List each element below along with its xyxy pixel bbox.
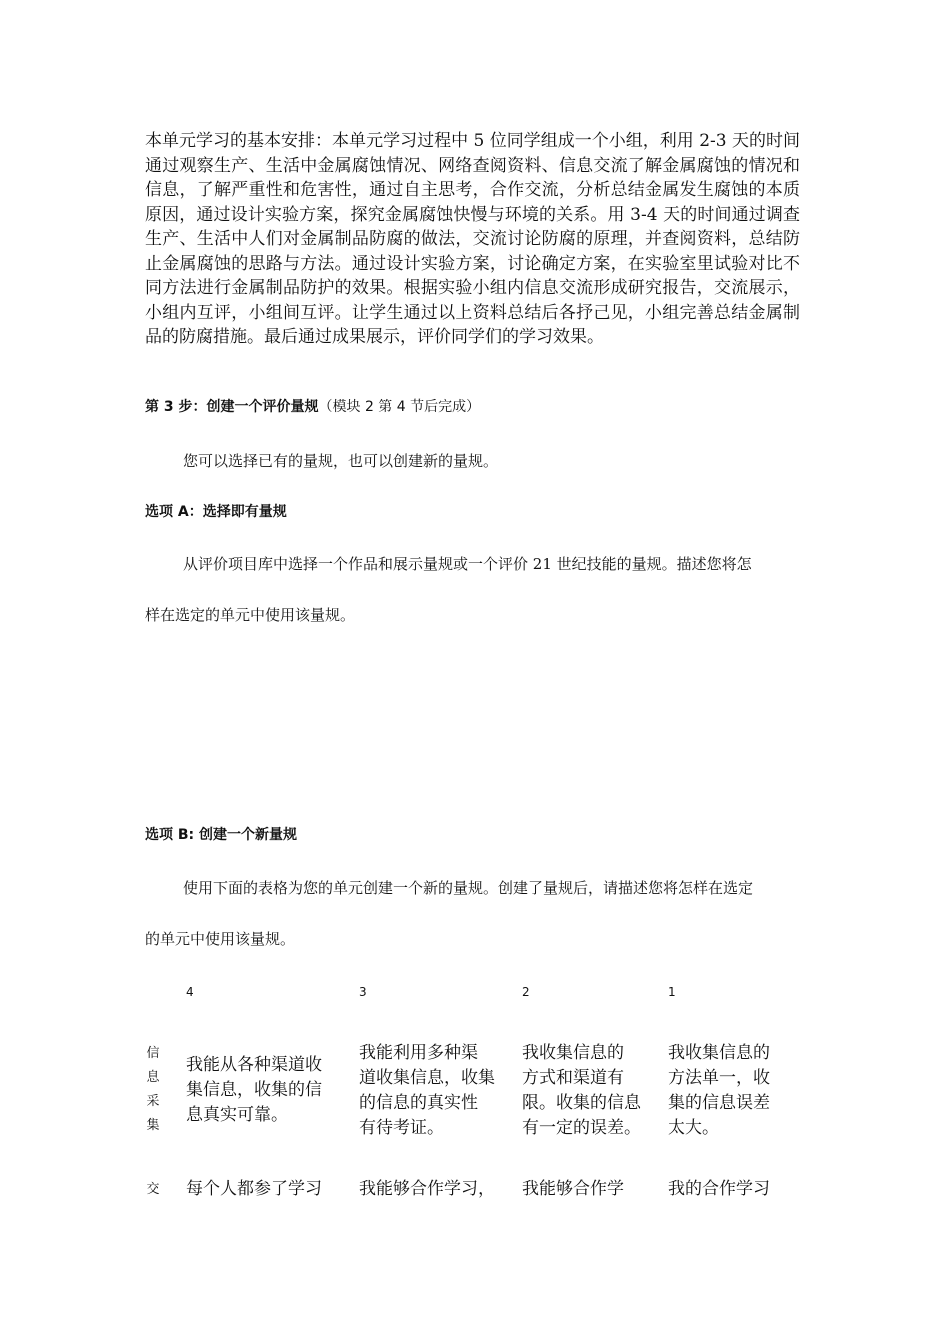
option-a-heading: 选项 A：选择即有量规: [145, 504, 287, 520]
score-header-4: 4: [186, 985, 194, 999]
rubric-cell-info-1: 我收集信息的 方法单一，收 集的信息误差 太大。: [668, 1043, 770, 1138]
score-header-2: 2: [522, 985, 530, 999]
rubric-cell-info-4: 我能从各种渠道收 集信息，收集的信 息真实可靠。: [186, 1055, 322, 1125]
criterion-communication: 交: [146, 1182, 160, 1197]
option-b-heading: 选项 B: 创建一个新量规: [145, 827, 298, 843]
step3-heading: [145, 396, 480, 416]
step3-note: （模块 2 第 4 节后完成）: [318, 399, 481, 415]
rubric-cell-comm-4: 每个人都参了学习: [186, 1179, 322, 1199]
score-header-3: 3: [359, 985, 367, 999]
step3-description: 您可以选择已有的量规，也可以创建新的量规。: [183, 452, 499, 470]
option-b-text-line-1: 使用下面的表格为您的单元创建一个新的量规。创建了量规后，请描述您将怎样在选定: [183, 879, 754, 897]
rubric-cell-info-3: 我能利用多种渠 道收集信息，收集 的信息的真实性 有待考证。: [359, 1043, 495, 1138]
intro-paragraph: 本单元学习的基本安排：本单元学习过程中 5 位同学组成一个小组，利用 2-3 天的时间通过观察生产、生活中金属腐蚀情况、网络查阅资料、信息交流了解金属腐蚀的情况和信息，了解严重性和危害性，通过自主思考，合作交流，分析总结金属发生腐蚀的本质原因，通过设计实验方案，探究金属腐蚀快慢与环境的关系。用 3-4 天的时间通过调查生产、生活中人们对金属制品防腐的做法，交流讨论防腐的原理，并查阅资料，总结防止金属腐蚀的思路与方法。通过设计实验方案，讨论确定方案，在实验室里试验对比不同方法进行金属制品防护的效果。根据实验小组内信息交流形成研究报告，交流展示，小组内互评，小组间互评。让学生通过以上资料总结后各抒己见，小组完善总结金属制品的防腐措施。最后通过成果展示，评价同学们的学习效果。: [145, 131, 800, 347]
step3-title: 第 3 步：创建一个评价量规: [145, 399, 319, 415]
rubric-cell-comm-3: 我能够合作学习，: [359, 1179, 495, 1199]
option-b-text-line-2: 的单元中使用该量规。: [145, 930, 296, 948]
option-a-text-line-1: 从评价项目库中选择一个作品和展示量规或一个评价 21 世纪技能的量规。描述您将怎: [183, 555, 752, 573]
rubric-cell-comm-1: 我的合作学习: [668, 1179, 770, 1199]
rubric-cell-info-2: 我收集信息的 方式和渠道有 限。收集的信息 有一定的误差。: [522, 1043, 641, 1138]
option-a-text-line-2: 样在选定的单元中使用该量规。: [145, 606, 356, 624]
criterion-info-collection: 信 息 采 集: [146, 1046, 160, 1133]
score-header-1: 1: [668, 985, 676, 999]
rubric-cell-comm-2: 我能够合作学: [522, 1179, 624, 1199]
